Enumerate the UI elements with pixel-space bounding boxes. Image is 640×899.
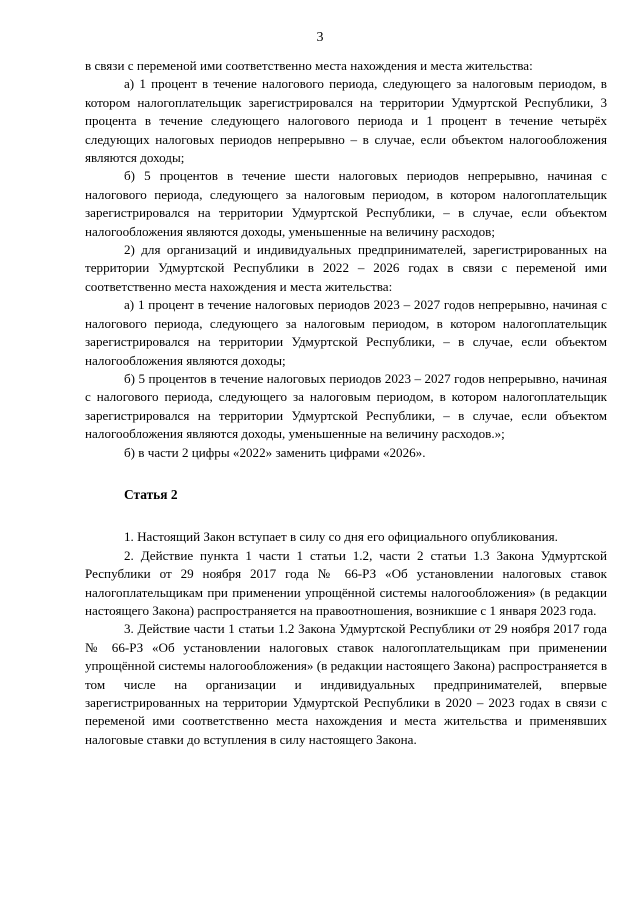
paragraph-subitem-a-2: а) 1 процент в течение налоговых периодов 2023 – 2027 годов непрерывно, начиная с налогового периода, следующего за налоговым периодом, в котором налогоплательщик зарегистрировался на территории Удмуртской Республики, – в случае, если объектом налогообложения являются доходы;	[85, 297, 607, 368]
article-paragraph-1: 1. Настоящий Закон вступает в силу со дня его официального опубликования.	[124, 529, 558, 545]
paragraph-part-2-amendment: б) в части 2 цифры «2022» заменить цифрами «2026».	[124, 444, 426, 460]
paragraph-item-2: 2) для организаций и индивидуальных предпринимателей, зарегистрированных на территории Удмуртской Республики в 2022 – 2026 годах в связи с переменой ими соответственно места нахождения и места жительства:	[85, 242, 607, 294]
paragraph-subitem-a-1: а) 1 процент в течение налогового периода, следующего за налоговым периодом, в котором налогоплательщик зарегистрировался на территории Удмуртской Республики, 3 процента в течение следующего налогового периода и 1 процент в течение четырёх следующих налоговых периодов непрерывно – в случае, если объектом налогообложения являются доходы;	[85, 76, 607, 166]
page-number: 3	[316, 30, 324, 45]
article-paragraph-2: 2. Действие пункта 1 части 1 статьи 1.2, части 2 статьи 1.3 Закона Удмуртской Республики от 29 ноября 2017 года № 66-РЗ «Об установлении налоговых ставок налогоплательщикам при применении упрощённой системы налогообложения» (в редакции настоящего Закона) распространяется на правоотношения, возникшие с 1 января 2023 года.	[85, 547, 607, 618]
article-heading: Статья 2	[124, 486, 178, 502]
paragraph-subitem-b-1: б) 5 процентов в течение шести налоговых периодов непрерывно, начиная с налогового периода, следующего за налоговым периодом, в котором налогоплательщик зарегистрировался на территории Удмуртской Республики, – в случае, если объектом налогообложения являются доходы, уменьшенные на величину расходов;	[85, 168, 607, 239]
article-paragraph-3: 3. Действие части 1 статьи 1.2 Закона Удмуртской Республики от 29 ноября 2017 года № 66-РЗ «Об установлении налоговых ставок налогоплательщикам при применении упрощённой системы налогообложения» (в редакции настоящего Закона) распространяется в том числе на организации и индивидуальных предпринимателей, впервые зарегистрированных на территории Удмуртской Республики в 2020 – 2023 годах в связи с переменой ими соответственно места нахождения и места жительства и применявших налоговые ставки до вступления в силу настоящего Закона.	[85, 621, 607, 747]
paragraph-continuation: в связи с переменой ими соответственно места нахождения и места жительства:	[85, 58, 533, 73]
paragraph-subitem-b-2: б) 5 процентов в течение налоговых периодов 2023 – 2027 годов непрерывно, начиная с налогового периода, следующего за налоговым периодом, в котором налогоплательщик зарегистрировался на территории Удмуртской Республики, – в случае, если объектом налогообложения являются доходы, уменьшенные на величину расходов.»;	[85, 370, 607, 442]
document-body	[85, 57, 607, 749]
